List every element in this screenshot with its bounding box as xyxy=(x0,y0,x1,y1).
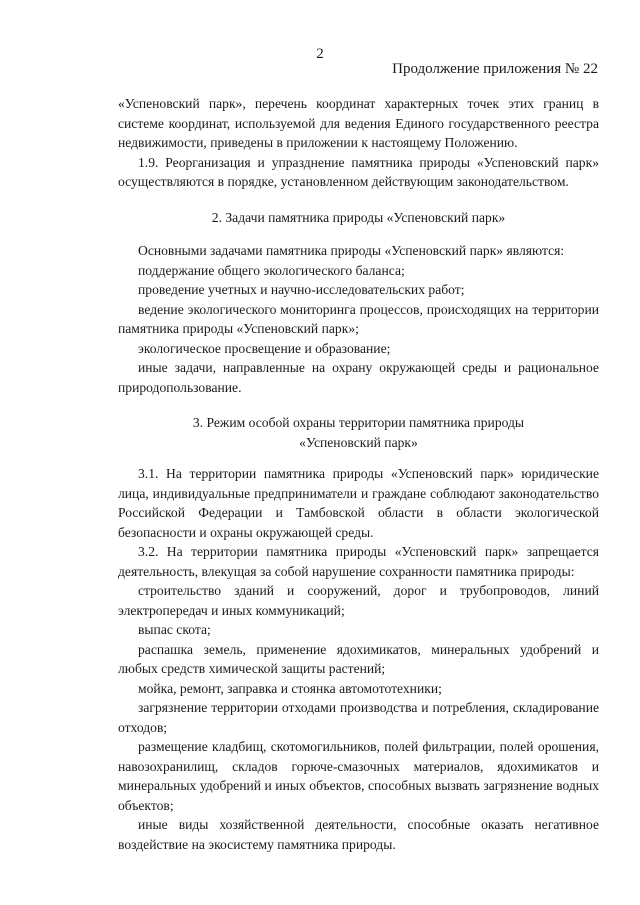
section-heading-3: 3. Режим особой охраны территории памятника природы xyxy=(192,415,525,430)
document-body xyxy=(118,94,599,854)
task-item: поддержание общего экологического баланса; xyxy=(138,262,405,278)
page-number: 2 xyxy=(316,46,324,62)
paragraph-3-2: 3.2. На территории памятника природы «Успеновский парк» запрещается деятельность, влекущая за собой нарушение сохранности памятника природы: xyxy=(118,544,599,579)
task-item: иные задачи, направленные на охрану окружающей среды и рациональное природопользование. xyxy=(118,360,599,395)
section-heading-2: 2. Задачи памятника природы «Успеновский парк» xyxy=(211,209,506,225)
prohibited-item: иные виды хозяйственной деятельности, способные оказать негативное воздействие на экосистему памятника природы. xyxy=(118,817,599,852)
prohibited-item: строительство зданий и сооружений, дорог и трубопроводов, линий электропередач и иных коммуникаций; xyxy=(118,583,599,618)
paragraph-tasks-intro: Основными задачами памятника природы «Успеновский парк» являются: xyxy=(138,243,565,258)
prohibited-item: выпас скота; xyxy=(138,622,211,637)
paragraph-3-1: 3.1. На территории памятника природы «Успеновский парк» юридические лица, индивидуальные предприниматели и граждане соблюдают законодательство Российской Федерации и Тамбовской области в области экологической безопасности и охраны окружающей среды. xyxy=(118,466,599,540)
paragraph-intro: «Успеновский парк», перечень координат характерных точек этих границ в системе координат, используемой для ведения Единого государственного реестра недвижимости, приведены в приложении к настоящему Положению. xyxy=(118,96,599,150)
prohibited-item: размещение кладбищ, скотомогильников, полей фильтрации, полей орошения, навозохранилищ, складов горюче-смазочных материалов, ядохимикатов и минеральных удобрений и иных объектов, способных вызвать загрязнение водных объектов; xyxy=(118,739,599,813)
paragraph-1-9: 1.9. Реорганизация и упразднение памятника природы «Успеновский парк» осуществляются в порядке, установленном действующим законодательством. xyxy=(118,154,599,189)
task-item: экологическое просвещение и образование; xyxy=(138,340,391,356)
task-item: ведение экологического мониторинга процессов, происходящих на территории памятника природы «Успеновский парк»; xyxy=(118,301,599,336)
prohibited-item: загрязнение территории отходами производства и потребления, складирование отходов; xyxy=(118,700,599,735)
prohibited-item: мойка, ремонт, заправка и стоянка автомототехники; xyxy=(138,680,442,696)
task-item: проведение учетных и научно-исследовательских работ; xyxy=(138,282,465,297)
prohibited-item: распашка земель, применение ядохимикатов, минеральных удобрений и любых средств химической защиты растений; xyxy=(118,641,599,676)
section-heading-3-subtitle: «Успеновский парк» xyxy=(299,434,418,450)
appendix-label: Продолжение приложения № 22 xyxy=(392,61,598,77)
